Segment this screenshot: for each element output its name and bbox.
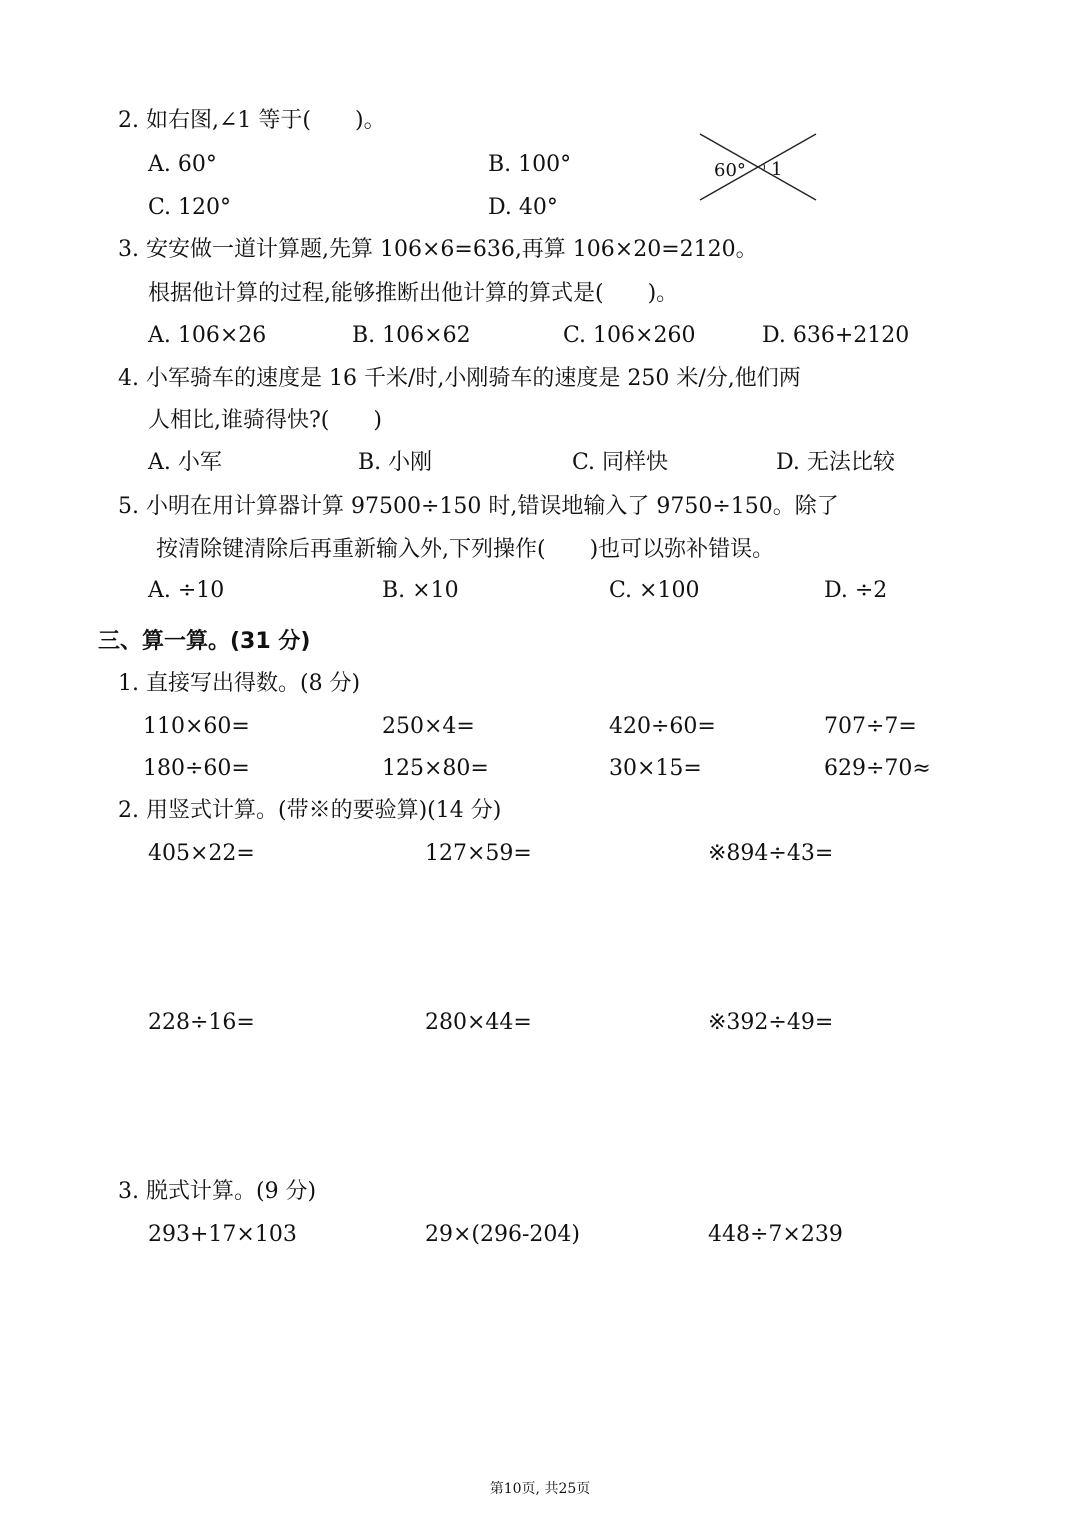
q2-option-b: B. 100° [488,152,572,177]
step-calc-3: 448÷7×239 [708,1222,843,1247]
oral-calc-6: 125×80= [382,756,489,781]
part-1-title: 1. 直接写出得数。(8 分) [118,671,361,696]
vertical-calc-3: ※894÷43= [708,841,834,866]
q5-option-a: A. ÷10 [148,578,225,603]
step-calc-1: 293+17×103 [148,1222,297,1247]
oral-calc-5: 180÷60= [143,756,250,781]
q5-line2: 按清除键清除后再重新输入外,下列操作( )也可以弥补错误。 [156,537,775,562]
q5-option-b: B. ×10 [382,578,459,603]
q2-option-c: C. 120° [148,195,232,220]
angle-1-label: 1 [771,159,783,180]
vertical-calc-4: 228÷16= [148,1010,255,1035]
vertical-calc-2: 127×59= [425,841,532,866]
oral-calc-4: 707÷7= [824,714,917,739]
vertical-calc-1: 405×22= [148,841,255,866]
q4-option-b: B. 小刚 [358,450,433,475]
q4-line2: 人相比,谁骑得快?( ) [148,408,382,433]
q5-option-d: D. ÷2 [824,578,888,603]
q5-line1: 5. 小明在用计算器计算 97500÷150 时,错误地输入了 9750÷150。除了 [118,494,839,519]
oral-calc-3: 420÷60= [609,714,716,739]
q3-line2: 根据他计算的过程,能够推断出他计算的算式是( )。 [148,281,679,306]
q4-option-a: A. 小军 [148,450,222,475]
q4-option-c: C. 同样快 [572,450,669,475]
page-footer: 第10页, 共25页 [489,1481,591,1497]
step-calc-2: 29×(296-204) [425,1222,581,1247]
vertical-calc-6: ※392÷49= [708,1010,834,1035]
oral-calc-8: 629÷70≈ [824,756,931,781]
oral-calc-7: 30×15= [609,756,702,781]
q2-option-a: A. 60° [148,152,217,177]
q3-line1: 3. 安安做一道计算题,先算 106×6=636,再算 106×20=2120。 [118,237,758,262]
q2-option-d: D. 40° [488,195,558,220]
vertical-calc-5: 280×44= [425,1010,532,1035]
q3-option-d: D. 636+2120 [762,323,910,348]
q4-option-d: D. 无法比较 [776,450,895,475]
q5-option-c: C. ×100 [609,578,700,603]
part-2-title: 2. 用竖式计算。(带※的要验算)(14 分) [118,798,502,823]
angle-60-label: 60° [714,160,746,181]
oral-calc-2: 250×4= [382,714,475,739]
oral-calc-1: 110×60= [143,714,250,739]
q2-stem: 2. 如右图,∠1 等于( )。 [118,108,386,133]
q4-line1: 4. 小军骑车的速度是 16 千米/时,小刚骑车的速度是 250 米/分,他们两 [118,366,801,391]
q3-option-b: B. 106×62 [352,323,471,348]
section-3-title: 三、算一算。(31 分) [98,629,311,654]
part-3-title: 3. 脱式计算。(9 分) [118,1179,317,1204]
intersecting-lines-figure [694,128,824,208]
q3-option-a: A. 106×26 [148,323,267,348]
q3-option-c: C. 106×260 [563,323,696,348]
